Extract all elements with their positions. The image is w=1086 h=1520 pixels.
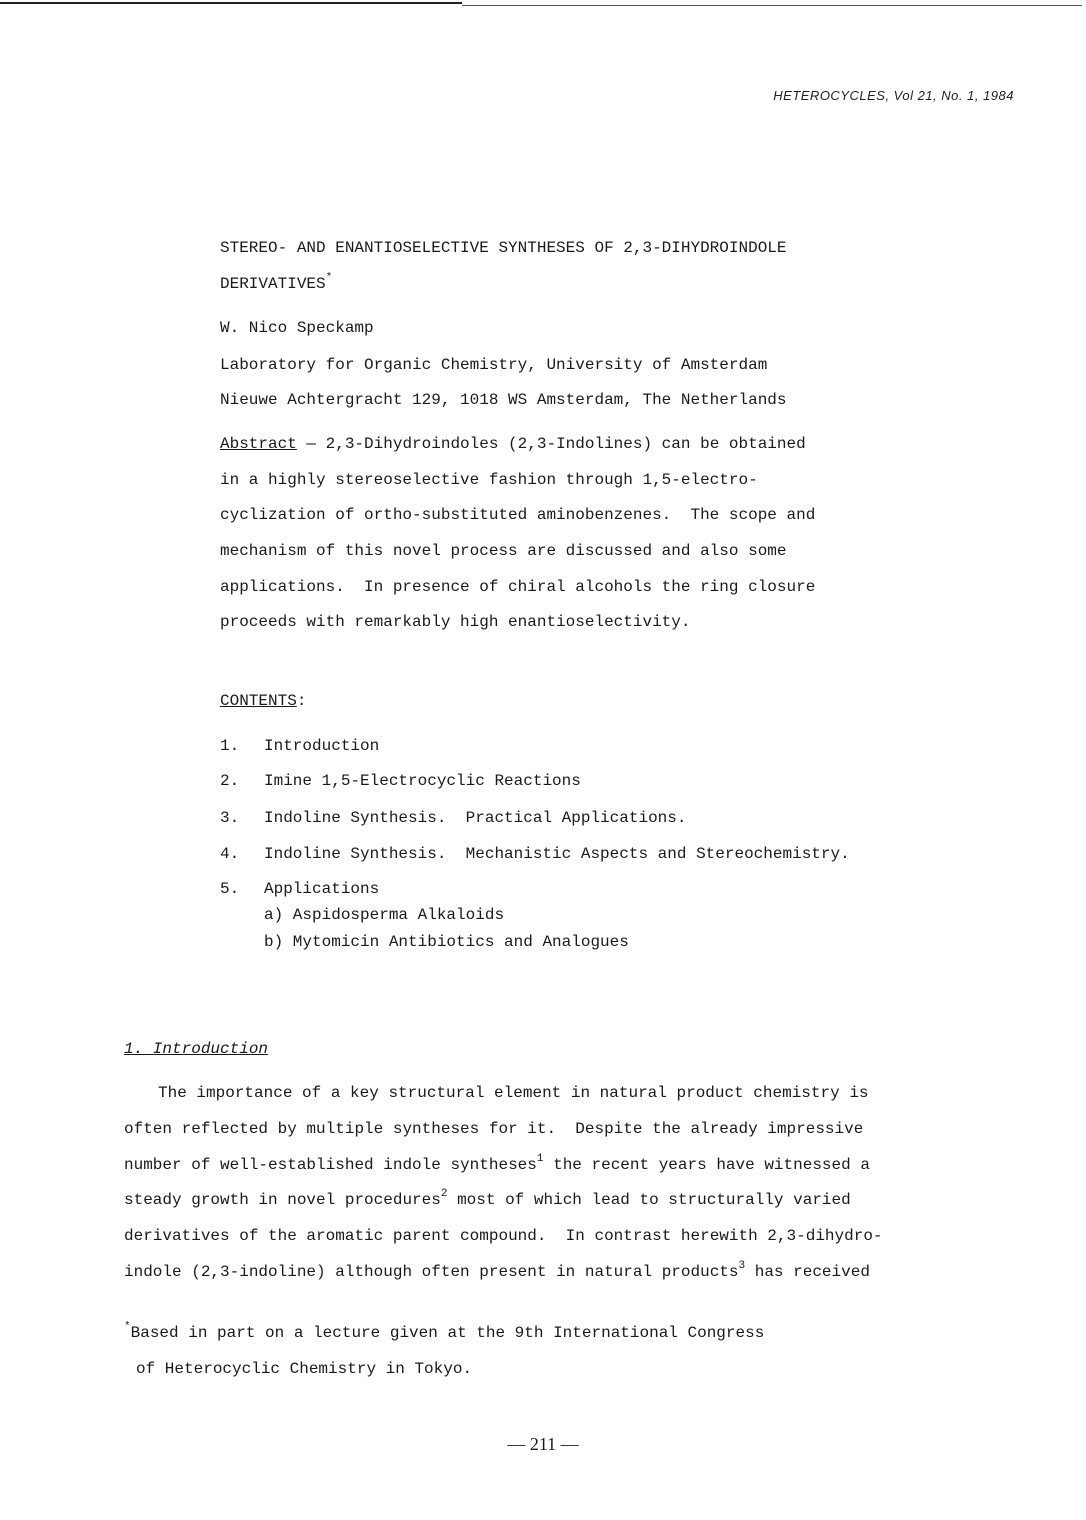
top-rule <box>0 2 462 4</box>
abstract-label: Abstract <box>220 435 297 453</box>
reference-3: 3 <box>738 1260 746 1272</box>
abstract-dash: — <box>296 435 326 453</box>
contents-item-2-num: 2. <box>220 772 240 790</box>
contents-item-4: Indoline Synthesis. Mechanistic Aspects and Stereochemistry. <box>264 845 850 863</box>
intro-line-4b: most of which lead to structurally varied <box>447 1191 851 1209</box>
title-line-2 <box>220 274 332 294</box>
intro-line-5: derivatives of the aromatic parent compound. In contrast herewith 2,3-dihydro- <box>124 1227 883 1245</box>
contents-heading <box>220 691 306 711</box>
title-line-2-text: DERIVATIVES <box>220 275 326 293</box>
contents-colon: : <box>296 692 307 710</box>
abstract-line-1 <box>220 434 806 454</box>
abstract-line-3: cyclization of ortho-substituted aminobenzenes. The scope and <box>220 506 816 524</box>
abstract-line-5: applications. In presence of chiral alcohols the ring closure <box>220 578 816 596</box>
contents-subitem-b: b) Mytomicin Antibiotics and Analogues <box>264 933 629 951</box>
intro-line-3 <box>124 1155 870 1175</box>
intro-line-6a: indole (2,3-indoline) although often present in natural products <box>124 1263 739 1281</box>
contents-item-1: Introduction <box>264 737 380 755</box>
contents-item-4-num: 4. <box>220 845 240 863</box>
contents-heading-text: CONTENTS <box>220 692 297 710</box>
abstract-line-6: proceeds with remarkably high enantioselectivity. <box>220 613 691 631</box>
contents-item-3: Indoline Synthesis. Practical Applications. <box>264 809 687 827</box>
intro-line-4 <box>124 1190 851 1210</box>
contents-item-5: Applications <box>264 880 380 898</box>
reference-2: 2 <box>440 1188 448 1200</box>
contents-subitem-a: a) Aspidosperma Alkaloids <box>264 906 505 924</box>
affiliation-line-1: Laboratory for Organic Chemistry, University of Amsterdam <box>220 356 768 374</box>
footnote-line-1-text: Based in part on a lecture given at the 9th International Congress <box>130 1324 765 1342</box>
intro-line-2: often reflected by multiple syntheses for it. Despite the already impressive <box>124 1120 864 1138</box>
intro-line-6b: has received <box>745 1263 870 1281</box>
footnote-line-2: of Heterocyclic Chemistry in Tokyo. <box>136 1360 473 1378</box>
footnote-line-1 <box>124 1323 764 1343</box>
journal-header: HETEROCYCLES, Vol 21, No. 1, 1984 <box>773 88 1014 103</box>
title-line-1: STEREO- AND ENANTIOSELECTIVE SYNTHESES OF 2,3-DIHYDROINDOLE <box>220 239 787 257</box>
intro-line-3a: number of well-established indole syntheses <box>124 1156 537 1174</box>
author: W. Nico Speckamp <box>220 319 374 337</box>
contents-item-1-num: 1. <box>220 737 240 755</box>
intro-line-4a: steady growth in novel procedures <box>124 1191 441 1209</box>
intro-line-1: The importance of a key structural element in natural product chemistry is <box>158 1084 869 1102</box>
reference-1: 1 <box>536 1153 544 1165</box>
page-number: — 211 — <box>507 1434 579 1454</box>
abstract-line-2: in a highly stereoselective fashion through 1,5-electro- <box>220 471 758 489</box>
footnote-mark: * <box>124 1321 131 1333</box>
contents-item-3-num: 3. <box>220 809 240 827</box>
section-heading-introduction: 1. Introduction <box>124 1040 269 1058</box>
intro-line-6 <box>124 1262 870 1282</box>
top-rule-thin <box>462 5 1082 6</box>
contents-item-5-num: 5. <box>220 880 240 898</box>
title-footnote-mark: * <box>325 272 333 284</box>
contents-item-2: Imine 1,5-Electrocyclic Reactions <box>264 772 581 790</box>
intro-line-3b: the recent years have witnessed a <box>543 1156 870 1174</box>
abstract-line-4: mechanism of this novel process are discussed and also some <box>220 542 787 560</box>
abstract-line-1-text: 2,3-Dihydroindoles (2,3-Indolines) can be obtained <box>325 435 806 453</box>
affiliation-line-2: Nieuwe Achtergracht 129, 1018 WS Amsterdam, The Netherlands <box>220 391 787 409</box>
